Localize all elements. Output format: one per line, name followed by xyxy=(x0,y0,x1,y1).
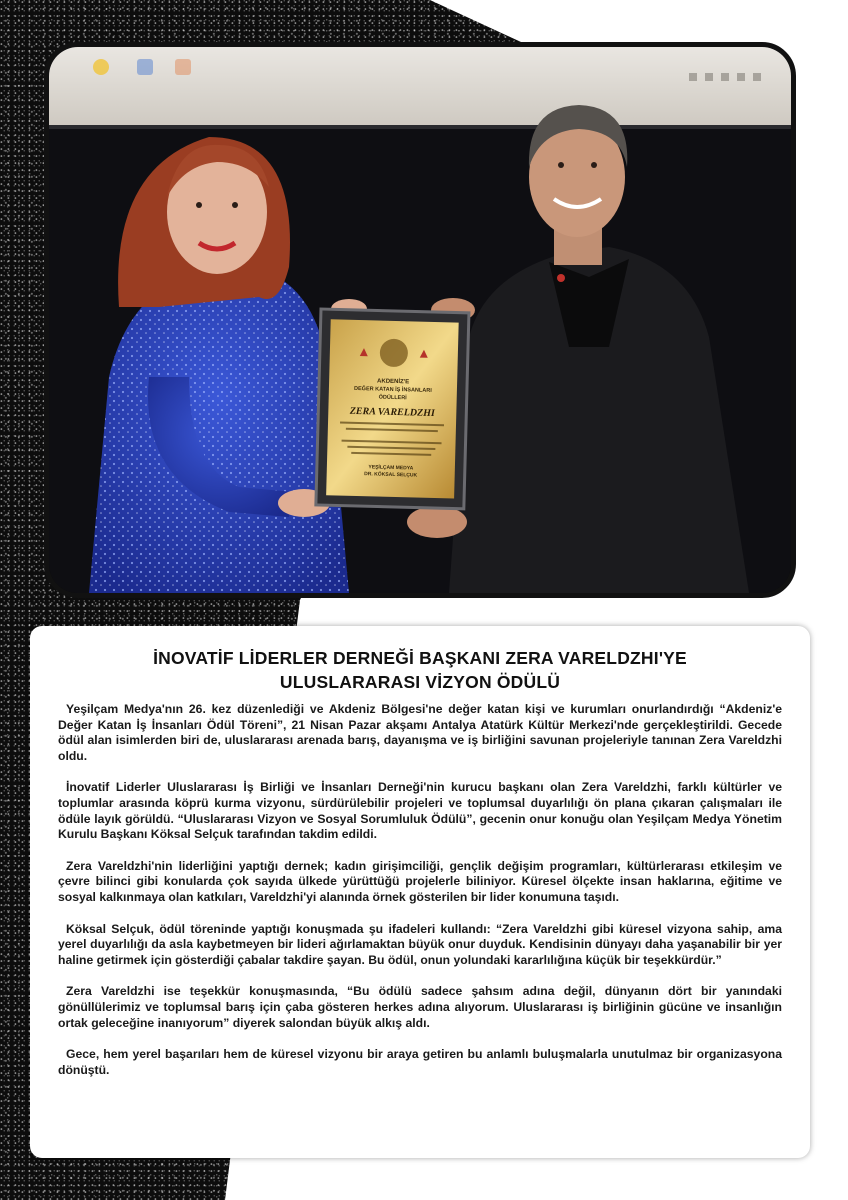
article-paragraph: Yeşilçam Medya'nın 26. kez düzenlediği ve Akdeniz Bölgesi'ne değer katan kişi ve kurumları onurlandırdığı “Akdeniz'e Değer Katan İş İnsanları Ödül Töreni”, 21 Nisan Pazar akşamı Antalya Atatürk Kültür Merkezi'nde gerçekleştirildi. Gecede ödül alan isimlerden biri de, uluslararası arenada barış, dayanışma ve iş birliğini savunan projeleriyle tanınan Zera Vareldzhi oldu. xyxy=(58,702,782,763)
article-paragraph: İnovatif Liderler Uluslararası İş Birliği ve İnsanları Derneği'nin kurucu başkanı olan Zera Vareldzhi, farklı kültürler ve toplumlar arasında köprü kurma vizyonu, sürdürülebilir projeleri ve toplumsal duyarlılığı ön plana çıkaran çalışmaları ile ödüle layık görüldü. “Uluslararası Vizyon ve Sosyal Sorumluluk Ödülü”, gecenin onur konuğu olan Yeşilçam Medya Yönetim Kurulu Başkanı Köksal Selçuk tarafından takdim edildi. xyxy=(58,780,782,842)
plaque-line1: AKDENİZ'E xyxy=(376,378,410,386)
headline-line2: ULUSLARARASI VİZYON ÖDÜLÜ xyxy=(279,672,561,692)
plaque-line3: ÖDÜLLERİ xyxy=(378,394,407,402)
plaque-line2: DEĞER KATAN İŞ İNSANLARI xyxy=(353,385,432,394)
plaque-name: ZERA VARELDZHI xyxy=(349,405,436,420)
article-headline xyxy=(58,646,782,694)
article-paragraph: Köksal Selçuk, ödül töreninde yaptığı konuşmada şu ifadeleri kullandı: “Zera Vareldzhi gibi küresel vizyona sahip, ama yerel duyarlılığı da asla kaybetmeyen bir lideri ağırlamaktan büyük onur duyduk. Kendisinin dünyayı daha yaşanabilir bir yer haline getirmek için gösterdiği çabalar takdire şayan. Bu ödül, onun yolundaki kararlılığına küçük bir teşekkürdür.” xyxy=(58,921,782,967)
article-paragraph: Zera Vareldzhi'nin liderliğini yaptığı dernek; kadın girişimciliği, gençlik değişim programları, kültürlerarası etkileşim ve çevre bilinci gibi konularda çok sayıda ülkede yürüttüğü projelerle biliniyor. Küresel ölçekte insan haklarına, eğitime ve sosyal kalkınmaya olan katkıları, Vareldzhi'yi alanında örnek gösterilen bir lider konumuna taşıdı. xyxy=(58,858,782,904)
headline-line1: İNOVATİF LİDERLER DERNEĞİ BAŞKANI ZERA VARELDZHI'YE xyxy=(153,648,687,668)
plaque-signature1: YEŞİLÇAM MEDYA xyxy=(368,464,414,472)
article-paragraph: Gece, hem yerel başarıları hem de küresel vizyonu bir araya getiren bu anlamlı buluşmalarla unutulmaz bir organizasyona dönüştü. xyxy=(58,1047,782,1077)
article-paragraph: Zera Vareldzhi ise teşekkür konuşmasında, “Bu ödülü sadece şahsım adına değil, dünyanın dört bir yanındaki gönüllülerimiz ve toplumsal barış için çaba gösteren herkes adına alıyorum. Uluslararası iş birliğinin gücüne ve insanlığın ortak geleceğine inanıyorum” diyerek salondan büyük alkış aldı. xyxy=(58,984,782,1030)
article-card xyxy=(30,626,810,1158)
award-photo xyxy=(44,42,796,598)
article-body xyxy=(58,702,782,1078)
plaque-signature2: DR. KÖKSAL SELÇUK xyxy=(364,471,418,479)
